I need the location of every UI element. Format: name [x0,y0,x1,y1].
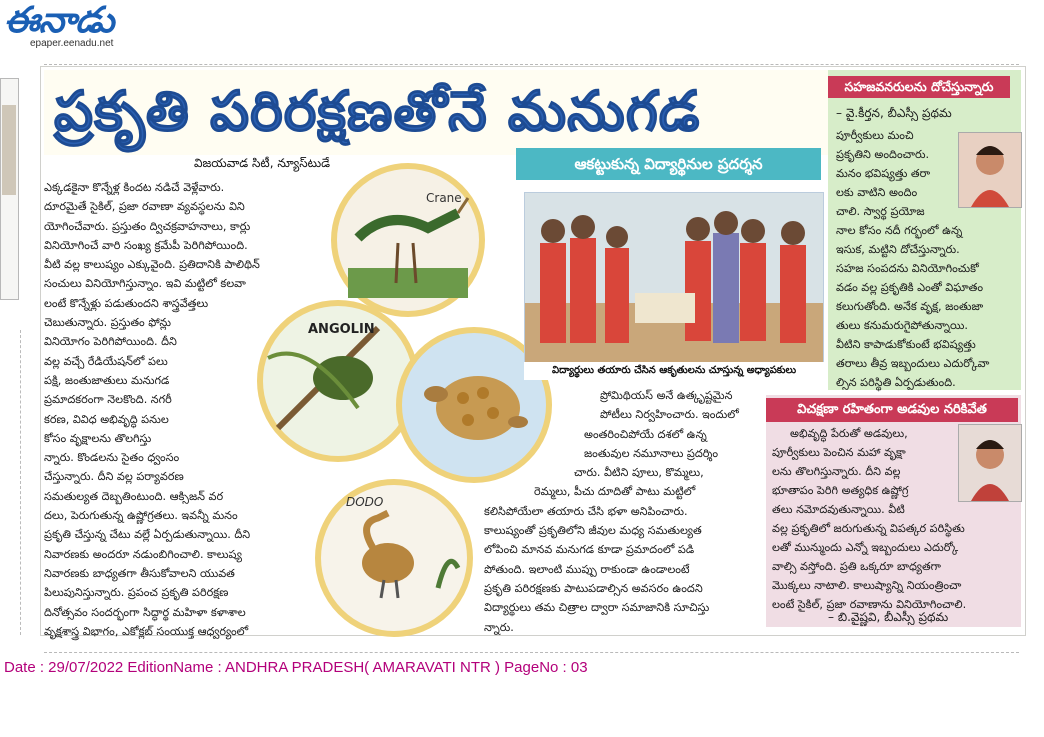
sidebar-1-line: వీటిని కాపాడుకోకుంటే భవిష్యత్తు [836,338,976,351]
sidebar-1-line: పూర్వీకులు మంచి [836,129,914,142]
body-line: పక్షి, జంతుజాతులు మనుగడ [44,373,170,387]
body-line: పిలుపునిస్తున్నారు. ప్రపంచ ప్రకృతి పరిరక్షణ [44,586,229,600]
divider [44,64,1019,65]
logo-text: ఈనాడు [4,0,114,41]
body-line: విద్యార్థులు తమ చిత్రాల ద్వారా సమాజానికి సూచిస్తు [484,601,710,615]
previous-article-strip [0,78,19,300]
headline: ప్రకృతి పరిరక్షణతోనే మనుగడ [54,79,701,143]
sidebar-1-line: మనం భవిష్యత్తు తరా [836,167,931,180]
body-line: చేస్తున్నారు. దీని వల్ల పర్యావరణ [44,470,184,484]
body-line: వినియోగించే వారి సంఖ్య క్రమేపీ పెరిగిపోయింది. [44,238,248,252]
body-line: దూరమైతే సైకిల్, ప్రజా రవాణా వ్యవస్థలను విని [44,200,245,214]
sidebar-1-heading: సహజవనరులను దోచేస్తున్నారు [828,76,1010,98]
body-line: దినోత్సవం సందర్భంగా సిద్ధార్థ మహిళా కళాశాల [44,605,246,619]
pangolin-label: ANGOLIN [308,322,375,337]
sidebar-2-line: వల్ల ప్రకృతిలో జరుగుతున్న విపత్కర పరిస్థితు [772,522,965,535]
body-line: న్నారు. [484,620,514,634]
logo-url: epaper.eenadu.net [30,38,114,49]
body-line: పోటీలు నిర్వహించారు. ఇందులో [600,408,739,422]
dodo-artwork [318,482,470,634]
body-line: సంచులు వినియోగిస్తున్నాం. ఇవి మట్టిలో కలవా [44,277,246,291]
body-line: దలు, పెరుగుతున్న ఉష్ణోగ్రతలు. ఇవన్నీ మనం [44,509,238,523]
divider [44,652,1019,653]
body-line: వీటి వల్ల కాలుష్యం ఎక్కువైంది. ప్రతిదానికి పాలిథిన్ [44,258,260,272]
body-line: లంటే కొన్నేళ్లు పడుతుందని శాస్త్రవేత్తలు [44,296,209,310]
sidebar-2-line: మొక్కలు నాటాలి. కాలుష్యాన్ని నియంత్రించా [772,579,962,592]
body-line: నివారణకు బాధ్యతగా తీసుకోవాలని యువత [44,566,235,580]
body-line: పోతుంది. ఇలాంటి ముప్పు రాకుండా ఉండాలంటే [484,562,690,576]
body-line: నివారణకు అందరూ నడుంబిగించాలి. కాలుష్య [44,547,243,561]
sidebar-2-line: పూర్వీకులు పెంచిన మహా వృక్షా [772,446,906,459]
sidebar-1-line: తరాలు తీవ్ర ఇబ్బందులు ఎదుర్కోవా [836,357,990,370]
body-line: ప్రోమిథియస్ అనే ఉత్కృష్టమైన [600,389,733,402]
photo-drawing [525,193,823,363]
sidebar-2-portrait [958,424,1022,502]
body-line: రెమ్మలు, పీచు దూదితో పాటు మట్టిలో [534,485,696,499]
sidebar-1-line: ల్సిన పరిస్థితి ఏర్పడుతుంది. [836,376,956,389]
photo-caption: విద్యార్థులు తయారు చేసిన ఆకృతులను చూస్తున్న అధ్యాపకులు [524,362,824,380]
body-line: ప్రమాదకరంగా నెలకొంది. నగరీ [44,393,172,407]
body-line: లోపించి మానవ మనుగడ కూడా ప్రమాదంలో పడి [484,543,695,557]
body-line: యోగించేవారు. ప్రస్తుతం ద్విచక్రవాహనాలు, కార్లు [44,219,251,233]
sidebar-1-byline: – వై.కీర్తన, బీఎస్సీ ప్రథమ [836,106,952,120]
sidebar-1-line: చాలి. స్వార్థ ప్రయోజ [836,205,925,218]
body-line: కలిసిపోయేలా తయారు చేసి భళా అనిపించారు. [484,504,688,518]
sidebar-1-line: నాల కోసం నదీ గర్భంలో ఉన్న [836,224,963,237]
sidebar-1-line: ఇసుక, మట్టిని దోచేస్తున్నారు. [836,243,960,256]
sidebar-2-body [772,424,967,614]
sidebar-1-line: ప్రకృతిని అందించారు. [836,148,930,161]
eenadu-logo[interactable] [4,2,144,54]
sub-headline-banner: ఆకట్టుకున్న విద్యార్థినుల ప్రదర్శన [516,148,821,180]
crane-label: Crane [426,191,462,205]
students-photo [524,192,824,364]
sidebar-2-line: వాల్సి వస్తోంది. ప్రతి ఒక్కరూ బాధ్యతగా [772,560,941,573]
body-line: ప్రకృతి చేస్తున్న చేటు వల్లే ఏర్పడుతున్నాయి. దీని [44,528,251,542]
body-line: కరణ, వివిధ అభివృద్ధి పనుల [44,412,169,426]
crane-artwork [334,166,482,314]
body-line: కాలుష్యంతో ప్రకృతిలోని జీవుల మధ్య సమతుల్యత [484,524,702,538]
sidebar-2-line: లను తొలగిస్తున్నారు. దీని వల్ల [772,465,901,478]
sidebar-2-line: లతో మున్ముందు ఎన్నో ఇబ్బందులు ఎదుర్కో [772,541,959,554]
body-line: వృక్షశాస్త్ర విభాగం, ఎకోక్లబ్ సంయుక్త ఆధ్వర్యంలో [44,624,249,638]
sidebar-1-line: కలుగుతోంది. అనేక వృక్ష, జంతుజా [836,300,984,313]
sidebar-1-line: లకు వాటిని అందిం [836,186,918,199]
sidebar-2-byline: – బి.వైష్ణవి, బీఎస్సీ ప్రథమ [828,610,949,624]
previous-article-image [2,105,16,195]
sidebar-2-line: లంటే సైకిల్, ప్రజా రవాణాను వినియోగించాలి. [772,598,967,611]
sidebar-1-body [836,126,1016,392]
sidebar-2-line: అభివృద్ధి పేరుతో అడవులు, [790,427,908,440]
body-line: చారు. వీటిని పూలు, కొమ్మలు, [574,466,704,480]
pangolin-artwork [260,303,416,459]
sidebar-1-line: సహజ సంపదను వినియోగించుకో [836,262,979,275]
body-line: సమతుల్యత దెబ్బతింటుంది. ఆక్సిజన్ వర [44,489,224,503]
edition-footer: Date : 29/07/2022 EditionName : ANDHRA PRADESH( AMARAVATI NTR ) PageNo : 03 [4,659,588,676]
sidebar-1-line: తులు కనుమరుగైపోతున్నాయి. [836,319,968,332]
body-line: జంతువుల నమూనాలు ప్రదర్శిం [584,446,719,460]
sidebar-2-line: భూతాపం పెరిగి అత్యధిక ఉష్ణోగ్ర [772,484,909,497]
body-line: అంతరించిపోయే దశలో ఉన్న [584,427,707,441]
sidebar-1-line: వడం వల్ల ప్రకృతికి ఎంతో విఘాతం [836,281,984,294]
sidebar-2-heading: విచక్షణా రహితంగా అడవుల నరికివేత [766,398,1018,422]
body-line: కోసం వృక్షాలను తొలగిస్తు [44,431,152,445]
body-line: వినియోగం పెరిగిపోయింది. దీని [44,335,177,349]
previous-article-column [0,330,21,635]
article-body-continued [484,386,764,637]
body-line: ఎక్కడకైనా కొన్నేళ్ల కిందట నడిచే వెళ్లేవారు. [44,181,225,194]
body-line: వల్ల వచ్చే రేడియేషన్‌లో పలు [44,354,168,368]
body-line: ప్రకృతి పరిరక్షణకు పాటుపడాల్సిన అవసరం ఉందని [484,581,703,595]
sidebar-2-line: తలు నమోదవుతున్నాయి. వీటి [772,503,905,516]
headline-block [44,70,834,155]
body-line: న్నారు. కొండలను సైతం ధ్వంసం [44,451,180,465]
dateline: విజయవాడ సిటీ, న్యూస్‌టుడే [194,156,330,170]
dodo-label: DODO [346,495,384,509]
body-line: చెబుతున్నారు. ప్రస్తుతం ఫోన్లు [44,316,172,330]
